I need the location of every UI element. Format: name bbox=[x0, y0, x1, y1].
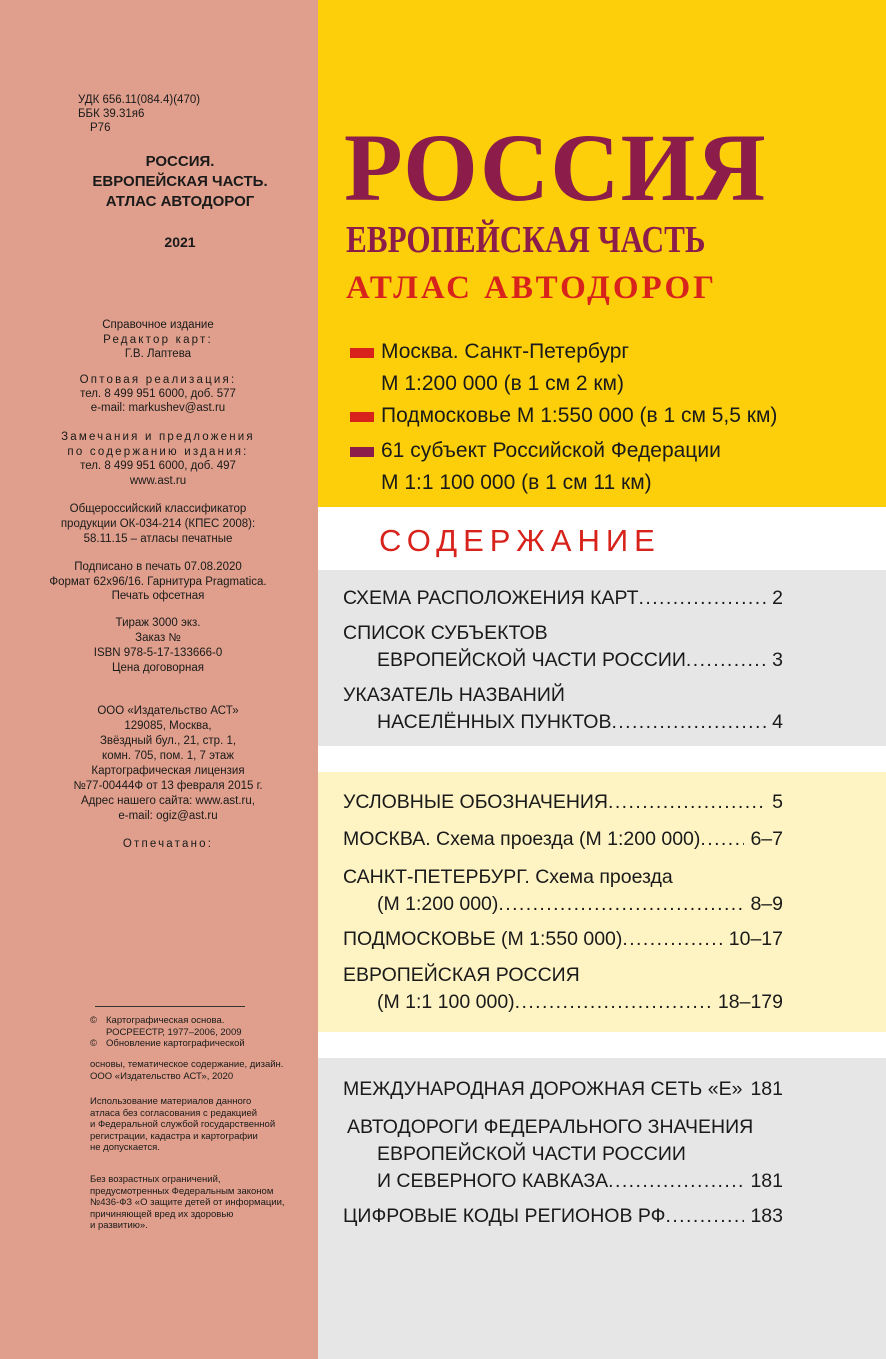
toc-entry-title: (М 1:1 100 000) bbox=[377, 991, 515, 1013]
colophon-title-3: АТЛАС АВТОДОРОГ bbox=[105, 193, 255, 210]
copyright-line: ООО «Издательство АСТ», 2020 bbox=[90, 1070, 234, 1082]
toc-entry[interactable] bbox=[343, 682, 783, 736]
toc-entry-title: И СЕВЕРНОГО КАВКАЗА bbox=[377, 1170, 609, 1192]
age-line: предусмотренных Федеральным законом bbox=[90, 1185, 274, 1197]
toc-page: 183 bbox=[750, 1205, 783, 1227]
colophon-title-1: РОССИЯ. bbox=[145, 153, 215, 170]
toc-page: 2 bbox=[772, 587, 783, 609]
colophon-line: www.ast.ru bbox=[129, 475, 187, 487]
colophon-line: Картографическая лицензия bbox=[91, 765, 245, 777]
colophon-year: 2021 bbox=[164, 234, 196, 250]
colophon-title-2: ЕВРОПЕЙСКАЯ ЧАСТЬ. bbox=[92, 173, 268, 190]
toc-entry[interactable] bbox=[343, 1203, 783, 1230]
copyright-icon: © bbox=[90, 1015, 97, 1026]
colophon-line: Адрес нашего сайта: www.ast.ru, bbox=[81, 795, 255, 807]
leader-dots bbox=[700, 826, 744, 853]
colophon-line: Подписано в печать 07.08.2020 bbox=[74, 561, 242, 573]
leader-dots bbox=[608, 1168, 744, 1195]
scale-item-regions-scale: М 1:1 100 000 (в 1 см 11 км) bbox=[381, 471, 652, 494]
colophon-line: тел. 8 499 951 6000, доб. 577 bbox=[80, 388, 236, 400]
colophon-line: Г.В. Лаптева bbox=[124, 348, 192, 360]
colophon-line: Формат 62х96/16. Гарнитура Pragmatica. bbox=[49, 576, 267, 588]
toc-entry-title: УКАЗАТЕЛЬ НАЗВАНИЙ bbox=[343, 684, 565, 706]
toc-page: 18–179 bbox=[717, 991, 783, 1013]
colophon-line: Цена договорная bbox=[111, 662, 205, 674]
colophon-line: ISBN 978-5-17-133666-0 bbox=[93, 647, 223, 659]
leader-dots bbox=[666, 1203, 745, 1230]
leader-dots bbox=[498, 891, 744, 918]
cover-block bbox=[318, 0, 886, 507]
leader-dots bbox=[611, 709, 766, 736]
udk-code: УДК 656.11(084.4)(470) bbox=[78, 94, 201, 106]
copyright-line: основы, тематическое содержание, дизайн. bbox=[90, 1059, 284, 1070]
toc-entry-title: УСЛОВНЫЕ ОБОЗНАЧЕНИЯ bbox=[343, 791, 609, 813]
cover-title: РОССИЯ bbox=[344, 114, 767, 221]
toc-entry[interactable] bbox=[343, 1076, 783, 1103]
colophon-line: продукции ОК-034-214 (КПЕС 2008): bbox=[60, 518, 256, 530]
toc-entry[interactable] bbox=[343, 962, 783, 1016]
colophon-line: №77-00444Ф от 13 февраля 2015 г. bbox=[73, 780, 263, 792]
toc-entry-title: ЕВРОПЕЙСКОЙ ЧАСТИ РОССИИ bbox=[377, 1143, 686, 1165]
red-square-bullet-icon bbox=[350, 348, 374, 358]
cover-subtitle: ЕВРОПЕЙСКАЯ ЧАСТЬ bbox=[346, 219, 706, 261]
toc-entry-title: ЕВРОПЕЙСКОЙ ЧАСТИ РОССИИ bbox=[377, 649, 686, 671]
colophon-line: Замечания и предложения bbox=[61, 431, 255, 443]
toc-entry-title: СПИСОК СУБЪЕКТОВ bbox=[343, 622, 548, 644]
toc-entry-title: (М 1:200 000) bbox=[377, 893, 499, 915]
toc-entry[interactable] bbox=[347, 1114, 783, 1195]
copyright-line: РОСРЕЕСТР, 1977–2006, 2009 bbox=[106, 1026, 242, 1038]
colophon-line: e-mail: markushev@ast.ru bbox=[90, 402, 226, 414]
toc-entry[interactable] bbox=[343, 789, 783, 816]
leader-dots bbox=[639, 585, 767, 612]
colophon-line: Звёздный бул., 21, стр. 1, bbox=[99, 735, 237, 747]
scale-item-regions: 61 субъект Российской Федерации bbox=[381, 439, 721, 462]
colophon-line: по содержанию издания: bbox=[67, 446, 249, 458]
author-code: Р76 bbox=[90, 122, 111, 134]
toc-page: 181 bbox=[750, 1170, 783, 1192]
colophon-line: Редактор карт: bbox=[103, 334, 213, 346]
usage-line: атласа без согласования с редакцией bbox=[90, 1107, 258, 1119]
copyright-line: Обновление картографической bbox=[106, 1038, 245, 1049]
toc-page: 8–9 bbox=[750, 893, 783, 915]
leader-dots bbox=[515, 989, 712, 1016]
colophon-line: 58.11.15 – атласы печатные bbox=[83, 533, 233, 545]
toc-entry-title: СХЕМА РАСПОЛОЖЕНИЯ КАРТ bbox=[343, 587, 639, 609]
toc-entry-title: САНКТ-ПЕТЕРБУРГ. Схема проезда bbox=[343, 866, 673, 888]
toc-entry-title: МЕЖДУНАРОДНАЯ ДОРОЖНАЯ СЕТЬ «Е» bbox=[343, 1078, 743, 1100]
leader-dots bbox=[686, 647, 766, 674]
colophon-line: ООО «Издательство АСТ» bbox=[97, 705, 239, 717]
colophon-line: Общероссийский классификатор bbox=[69, 503, 247, 515]
toc-entry[interactable] bbox=[343, 620, 783, 674]
colophon-line: Печать офсетная bbox=[111, 590, 205, 602]
scale-item-moscow-spb: Москва. Санкт-Петербург bbox=[381, 340, 630, 363]
colophon-line: Тираж 3000 экз. bbox=[115, 617, 201, 629]
copyright-block-2 bbox=[90, 1059, 315, 1082]
age-line: и развитию». bbox=[90, 1220, 148, 1231]
colophon-line: Справочное издание bbox=[102, 319, 214, 331]
toc-heading: СОДЕРЖАНИЕ bbox=[379, 523, 661, 558]
scale-item-moscow-spb-scale: М 1:200 000 (в 1 см 2 км) bbox=[381, 372, 624, 395]
cover-subtitle-atlas: АТЛАС АВТОДОРОГ bbox=[346, 270, 718, 306]
usage-notice bbox=[90, 1096, 315, 1154]
toc-entry[interactable] bbox=[343, 926, 783, 953]
toc-entry-title: ЕВРОПЕЙСКАЯ РОССИЯ bbox=[343, 964, 580, 986]
toc-page: 10–17 bbox=[728, 928, 783, 950]
colophon-line: Заказ № bbox=[135, 632, 181, 644]
colophon-line: e-mail: ogiz@ast.ru bbox=[118, 810, 218, 822]
toc-entry-title: МОСКВА. Схема проезда (М 1:200 000) bbox=[343, 828, 701, 850]
copyright-block bbox=[90, 1015, 315, 1050]
divider bbox=[95, 1006, 245, 1007]
maroon-square-bullet-icon bbox=[350, 447, 374, 457]
age-line: причиняющей вред их здоровью bbox=[90, 1208, 234, 1220]
colophon-line: комн. 705, пом. 1, 7 этаж bbox=[102, 750, 234, 762]
toc-page: 6–7 bbox=[750, 828, 783, 850]
usage-line: не допускается. bbox=[90, 1142, 160, 1153]
toc-page: 4 bbox=[772, 711, 783, 733]
red-square-bullet-icon bbox=[350, 412, 374, 422]
leader-dots bbox=[608, 789, 766, 816]
colophon-line: тел. 8 499 951 6000, доб. 497 bbox=[80, 460, 236, 472]
toc-entry-title: ПОДМОСКОВЬЕ (М 1:550 000) bbox=[343, 928, 623, 950]
colophon-panel bbox=[0, 0, 318, 1359]
usage-line: регистрации, кадастра и картографии bbox=[90, 1130, 258, 1142]
copyright-icon: © bbox=[90, 1038, 97, 1049]
toc-entry-title: АВТОДОРОГИ ФЕДЕРАЛЬНОГО ЗНАЧЕНИЯ bbox=[347, 1116, 754, 1138]
usage-line: Использование материалов данного bbox=[90, 1096, 252, 1107]
usage-line: и Федеральной службой государственной bbox=[90, 1119, 276, 1130]
toc-page: 181 bbox=[750, 1078, 783, 1100]
age-notice bbox=[90, 1174, 315, 1232]
age-line: №436-ФЗ «О защите детей от информации, bbox=[90, 1197, 285, 1208]
age-line: Без возрастных ограничений, bbox=[90, 1174, 221, 1185]
toc-entry[interactable] bbox=[343, 826, 783, 853]
copyright-line: Картографическая основа. bbox=[106, 1015, 225, 1026]
toc-entry-title: НАСЕЛЁННЫХ ПУНКТОВ bbox=[377, 711, 612, 733]
scale-item-podmoskovye: Подмосковье М 1:550 000 (в 1 см 5,5 км) bbox=[381, 404, 778, 427]
colophon-line: 129085, Москва, bbox=[124, 720, 212, 732]
leader-dots bbox=[622, 926, 722, 953]
bbk-code: ББК 39.31я6 bbox=[78, 108, 145, 120]
toc-page: 5 bbox=[772, 791, 783, 813]
toc-entry[interactable] bbox=[343, 585, 783, 612]
toc-entry[interactable] bbox=[343, 864, 783, 918]
colophon-line: Отпечатано: bbox=[122, 838, 214, 850]
colophon-line: Оптовая реализация: bbox=[79, 374, 237, 386]
toc-entry-title: ЦИФРОВЫЕ КОДЫ РЕГИОНОВ РФ bbox=[343, 1205, 666, 1227]
toc-page: 3 bbox=[772, 649, 783, 671]
